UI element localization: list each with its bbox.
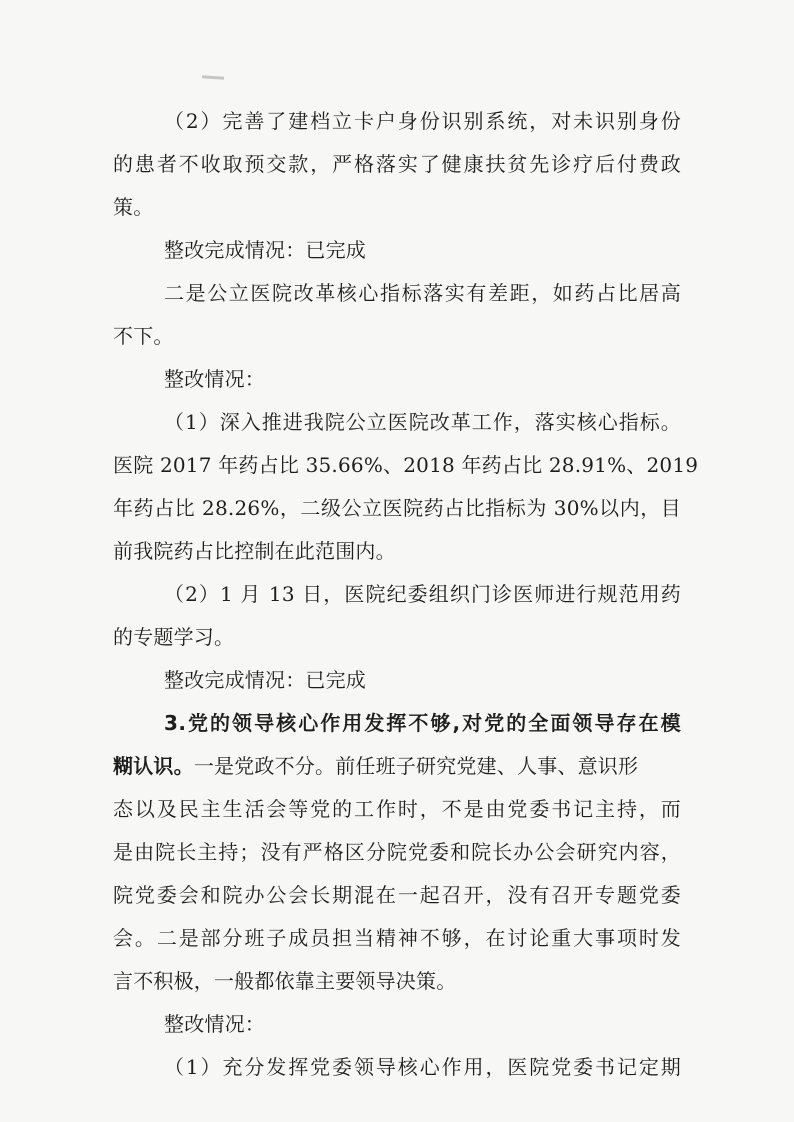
paragraph-line: 言不积极，一般都依靠主要领导决策。 — [113, 969, 457, 993]
scan-mark — [202, 75, 224, 80]
paragraph-line: （2）1 月 13 日，医院纪委组织门诊医师进行规范用药 — [164, 582, 681, 606]
paragraph-line: 策。 — [113, 195, 154, 219]
section-heading-continuation: 糊认识。 — [113, 754, 194, 778]
paragraph-line: （1）充分发挥党委领导核心作用，医院党委书记定期 — [164, 1055, 681, 1079]
paragraph-line: 整改情况： — [164, 367, 265, 391]
paragraph-text: 一是党政不分。前任班子研究党建、人事、意识形 — [193, 754, 639, 778]
paragraph-line: 二是公立医院改革核心指标落实有差距，如药占比居高 — [164, 281, 681, 305]
paragraph-line: （2）完善了建档立卡户身份识别系统，对未识别身份 — [164, 109, 681, 133]
paragraph-line: （1）深入推进我院公立医院改革工作，落实核心指标。 — [164, 410, 681, 434]
paragraph-line: 的专题学习。 — [113, 625, 235, 649]
paragraph-line: 是由院长主持；没有严格区分院党委和院长办公会研究内容， — [113, 840, 681, 864]
paragraph-line: 整改情况： — [164, 1012, 265, 1036]
paragraph-line: 整改完成情况：已完成 — [164, 238, 366, 262]
paragraph-line: 态以及民主生活会等党的工作时，不是由党委书记主持，而 — [113, 797, 681, 821]
paragraph-line: 年药占比 28.26%，二级公立医院药占比指标为 30%以内，目 — [113, 496, 681, 520]
paragraph-line: 会。二是部分班子成员担当精神不够，在讨论重大事项时发 — [113, 926, 681, 950]
section-heading: 3.党的领导核心作用发挥不够,对党的全面领导存在模 — [164, 711, 681, 735]
paragraph-line — [113, 754, 681, 778]
paragraph-line: 的患者不收取预交款，严格落实了健康扶贫先诊疗后付费政 — [113, 152, 681, 176]
paragraph-line: 院党委会和院办公会长期混在一起召开，没有召开专题党委 — [113, 883, 681, 907]
paragraph-line: 整改完成情况：已完成 — [164, 668, 366, 692]
paragraph-line: 不下。 — [113, 324, 174, 348]
paragraph-line: 医院 2017 年药占比 35.66%、2018 年药占比 28.91%、2019 — [113, 453, 699, 477]
paragraph-line: 前我院药占比控制在此范围内。 — [113, 539, 396, 563]
